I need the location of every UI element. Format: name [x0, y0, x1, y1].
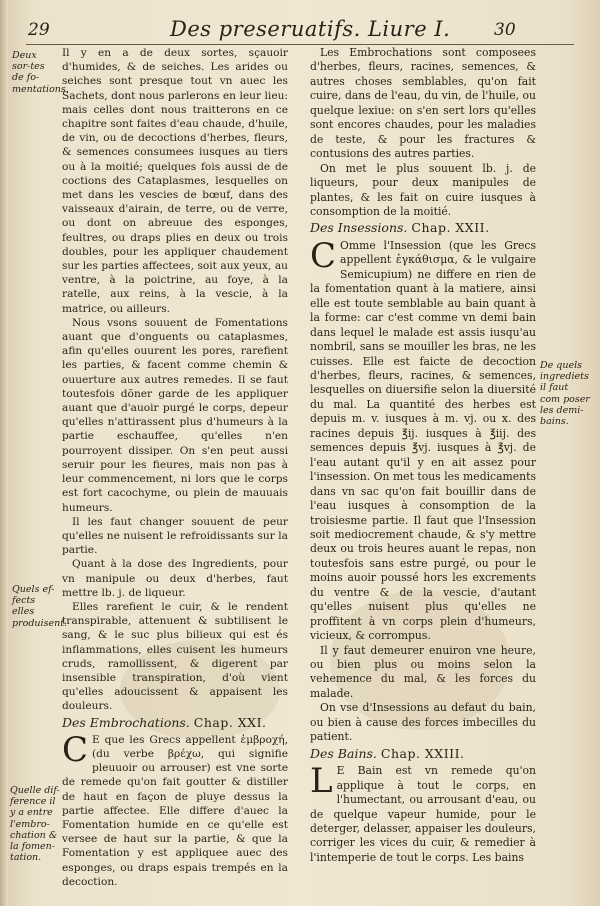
paragraph: [310, 761, 536, 865]
paragraph: On met le plus souuent lb. j. de liqueurs, pour deux manipules de plantes, & les fait on cuire iusques à consomption de la moitié.: [310, 161, 536, 218]
page-edge-shadow: [0, 0, 8, 906]
chapter-heading-insessions: [310, 221, 536, 235]
heading-chapter: Chap. XXI.: [193, 714, 267, 730]
drop-cap: C: [310, 235, 337, 276]
chapter-heading-bains: [310, 747, 536, 761]
heading-title: Des Embrochations.: [62, 714, 190, 730]
paragraph: [310, 235, 536, 644]
margin-note-effects: Quels ef-fects elles produisent.: [12, 584, 68, 629]
drop-cap: C: [62, 729, 89, 770]
paragraph-text: Omme l'Insession (que les Grecs appellent ἐγκάθισμα, & le vulgaire Semicupium) ne differe en rien de la fomentation quant à la matiere, ainsi elle est toute semblable au bain quant à la forme: car c'est comme vn demi bain dans lequel le malade est assis iusqu'au nombril, sans se mouiller les bras, ne les cuisses. Elle est faicte de decoction d'herbes, fleurs, racines, & semences, lesquelles on diuersifie selon la diuersité du mal. La quantité des herbes est depuis m. v. iusques à m. vj. ou x. des racines depuis ℥ij. iusques à ℥iij. des semences depuis ℥vj. iusques à ℥vj. de l'eau autant qu'il y en ait assez pour l'insession. On met tous les medicaments dans vn sac qu'on fait bouillir dans de l'eau iusques à consomption de la troisiesme partie. Il faut que l'Insession soit mediocrement chaude, & s'y mettre deux ou trois heures auant le repas, non toutesfois sans estre purgé, ou pour le moins auoir poussé hors les excrements du ventre & de la vescie, d'autant qu'elles nuisent plus qu'elles ne proffitent à vn corps plein d'humeurs, vicieux, & corrompus.: [310, 238, 536, 643]
paragraph-text: E que les Grecs appellent ἐμβροχή, (du verbe βρέχω, qui signifie pleuuoir ou arrouser) est vne sorte de remede qu'on fait goutter & distiller de haut en façon de pluye dessus la partie affectee. Elle differe d'auec la Fomentation humide en ce qu'elle est versee de haut sur la partie, & que la Fomentation y est appliquee auec des esponges, ou draps espais trempés en la decoction.: [62, 733, 288, 888]
paragraph: Quant à la dose des Ingredients, pour vn manipule ou deux d'herbes, faut mettre lb. j. de liqueur.: [62, 558, 288, 599]
right-page-number: 30: [494, 20, 516, 40]
paragraph-text: E Bain est vn remede qu'on applique à tout le corps, en l'humectant, ou arrousant d'eau, ou de quelque vapeur humide, pour le deterger, delasser, appaiser les douleurs, corriger les vices du cuir, & remedier à l'intemperie de tout le corps. Les bains: [310, 764, 536, 864]
chapter-heading-embrochations: [62, 716, 288, 730]
drop-cap: L: [310, 761, 333, 802]
left-page-number: 29: [28, 20, 50, 40]
margin-note-difference: Quelle dif-ference il y a entre l'embro-chation & la fomen-tation.: [10, 785, 60, 864]
heading-chapter: Chap. XXIII.: [380, 745, 465, 761]
paragraph: Il les faut changer souuent de peur qu'elles ne nuisent le refroidissants sur la partie.: [62, 515, 288, 557]
running-title: Des preseruatifs. Liure I.: [170, 17, 451, 41]
header-rule: [26, 44, 574, 45]
paragraph: Elles rarefient le cuir, & le rendent transpirable, attenuent & subtilisent le sang, & le suc plus bilieux qui est és inflammations, elles cuisent les humeurs cruds, ramollissent, & digerent par insensible transpiration, d'où vient qu'elles adoucissent & appaisent les douleurs.: [62, 600, 288, 713]
paragraph: Nous vsons souuent de Fomentations auant que d'onguents ou cataplasmes, afin qu'elles ouurent les pores, rarefient les parties, & facent comme chemin & ouuerture aux autres remedes. Il se faut toutesfois dõner garde de les appliquer auant que d'auoir purgé le corps, depeur qu'elles n'attirassent plus d'humeurs à la partie eschauffee, qu'elles n'en pourroyent dissiper. On s'en peut aussi seruir pour les fieures, mais non pas à leur commencement, ni lors que le corps est fort cacochyme, ou plein de mauuais humeurs.: [62, 316, 288, 514]
right-column: [310, 46, 536, 865]
paragraph: Les Embrochations sont composees d'herbes, fleurs, racines, semences, & autres choses semblables, qu'on fait cuire, dans de l'eau, du vin, de l'huile, ou quelque lexiue: on s'en sert lors qu'elles sont encores chaudes, pour les maladies de teste, & pour les fractures & contusions des autres parties.: [310, 46, 536, 161]
margin-note-demi-bains: De quels ingrediets il faut com poser les demi-bains.: [540, 360, 590, 428]
paragraph: Il y en a de deux sortes, sçauoir d'humides, & de seiches. Les arides ou seiches sont presque tout vn auec les Sachets, dont nous parlerons en leur lieu: mais celles dont nous traitterons en ce chapitre sont faites d'eau chaude, d'huile, de vin, ou de decoctions d'herbes, fleurs, & semences consumees iusques au tiers ou à la moitié; quelques fois aussi de de coctions des Cataplasmes, lesquelles on met dans les vescies de bœuf, dans des vaisseaux d'airain, de terre, ou de verre, ou dont on abreuue des esponges, feultres, ou draps plies en deux ou trois doubles, pour les appliquer chaudement sur les parties affectees, soit aux yeux, au ventre, à la poictrine, au foye, à la ratelle, aux reins, à la vescie, à la matrice, ou ailleurs.: [62, 47, 288, 315]
margin-note-sorts: Deux sor-tes de fo-mentations.: [12, 50, 69, 95]
heading-title: Des Insessions.: [310, 220, 408, 236]
paragraph: Il y faut demeurer enuiron vne heure, ou bien plus ou moins selon la vehemence du mal, & les forces du malade.: [310, 643, 536, 700]
paragraph: [62, 729, 288, 889]
page-header: [0, 17, 600, 42]
heading-title: Des Bains.: [310, 745, 377, 761]
heading-chapter: Chap. XXII.: [411, 220, 490, 236]
left-column: [62, 46, 288, 889]
paragraph: On vse d'Insessions au defaut du bain, ou bien à cause des forces imbecilles du patient.: [310, 701, 536, 744]
